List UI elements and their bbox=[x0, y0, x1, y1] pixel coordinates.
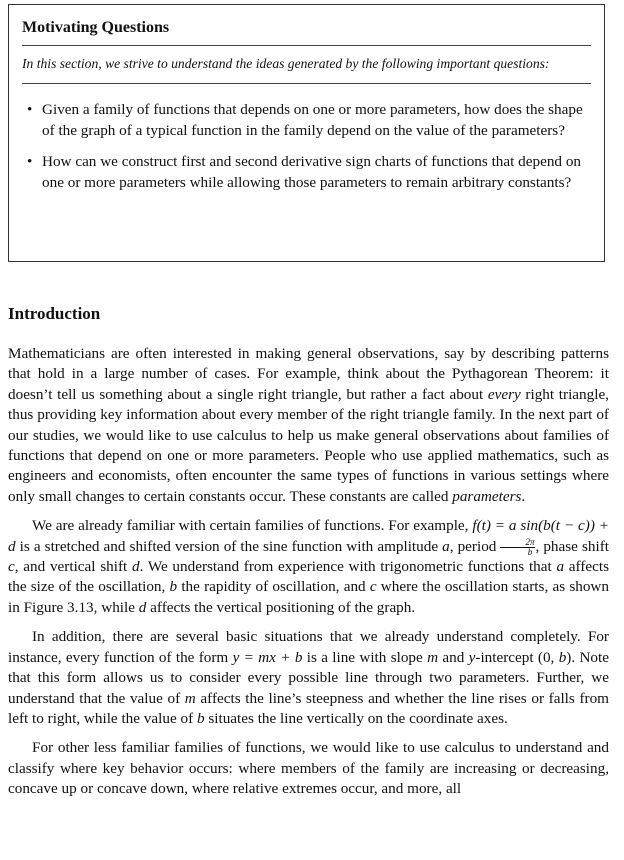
motivating-questions-list bbox=[22, 100, 591, 193]
paragraph: In addition, there are several basic situations that we already understand completely. For instance, every function of the form y = mx + b is a line with slope m and y-intercept (0, b). Note that this form allows us to consider every possible line through two parameters. Further, we understand that the value of m affects the line’s steepness and whether the line rises or falls from left to right, while the value of b situates the line vertically on the coordinate axes. bbox=[8, 628, 609, 727]
title-divider bbox=[22, 45, 591, 46]
introduction-body bbox=[8, 344, 609, 809]
intro-divider bbox=[22, 83, 591, 84]
section-heading: Introduction bbox=[8, 304, 101, 323]
list-item bbox=[22, 100, 591, 141]
paragraph: Mathematicians are often interested in making general observations, say by describing patterns that hold in a large number of cases. For example, think about the Pythagorean Theorem: it doesn’t tell us something about a single right triangle, but rather a fact about every right triangle, thus providing key information about every member of the right triangle family. In the next part of our studies, we would like to use calculus to help us make general observations about families of functions that depend on one or more parameters. People who use applied mathematics, such as engineers and economists, often encounter the same types of functions in various settings where only small changes to certain constants occur. These constants are called parameters. bbox=[8, 345, 609, 505]
paragraph: We are already familiar with certain families of functions. For example, f(t) = a sin(b(t − c)) + d is a stretched and shifted version of the sine function with amplitude a, period $\frac{2\pi}{b}$ , phase shift c, and vertical shift d. We understand from experience with trigonometric functions that a affects the size of the oscillation, b the rapidity of oscillation, and c where the oscillation starts, as shown in Figure 3.13, while d affects the vertical positioning of the graph. bbox=[8, 517, 610, 616]
question-text: Given a family of functions that depends on one or more parameters, how does the shape of the graph of a typical function in the family depend on the value of the parameters? bbox=[42, 101, 583, 139]
paragraph: For other less familiar families of functions, we would like to use calculus to understand and classify where key behavior occurs: where members of the family are increasing or decreasing, concave up or concave down, where relative extremes occur, and more, all bbox=[8, 739, 609, 798]
period-fraction: $\frac{2\pi}{b}$ bbox=[500, 538, 535, 557]
bullet-icon: • bbox=[27, 153, 33, 170]
motivating-questions-title: Motivating Questions bbox=[22, 19, 170, 36]
bullet-icon: • bbox=[27, 101, 33, 118]
list-item bbox=[22, 152, 591, 193]
motivating-questions-intro: In this section, we strive to understand the ideas generated by the following important questions: bbox=[22, 56, 550, 71]
motivating-questions-box bbox=[8, 4, 605, 262]
question-text: How can we construct first and second derivative sign charts of functions that depend on one or more parameters while allowing those parameters to remain arbitrary constants? bbox=[42, 153, 582, 191]
